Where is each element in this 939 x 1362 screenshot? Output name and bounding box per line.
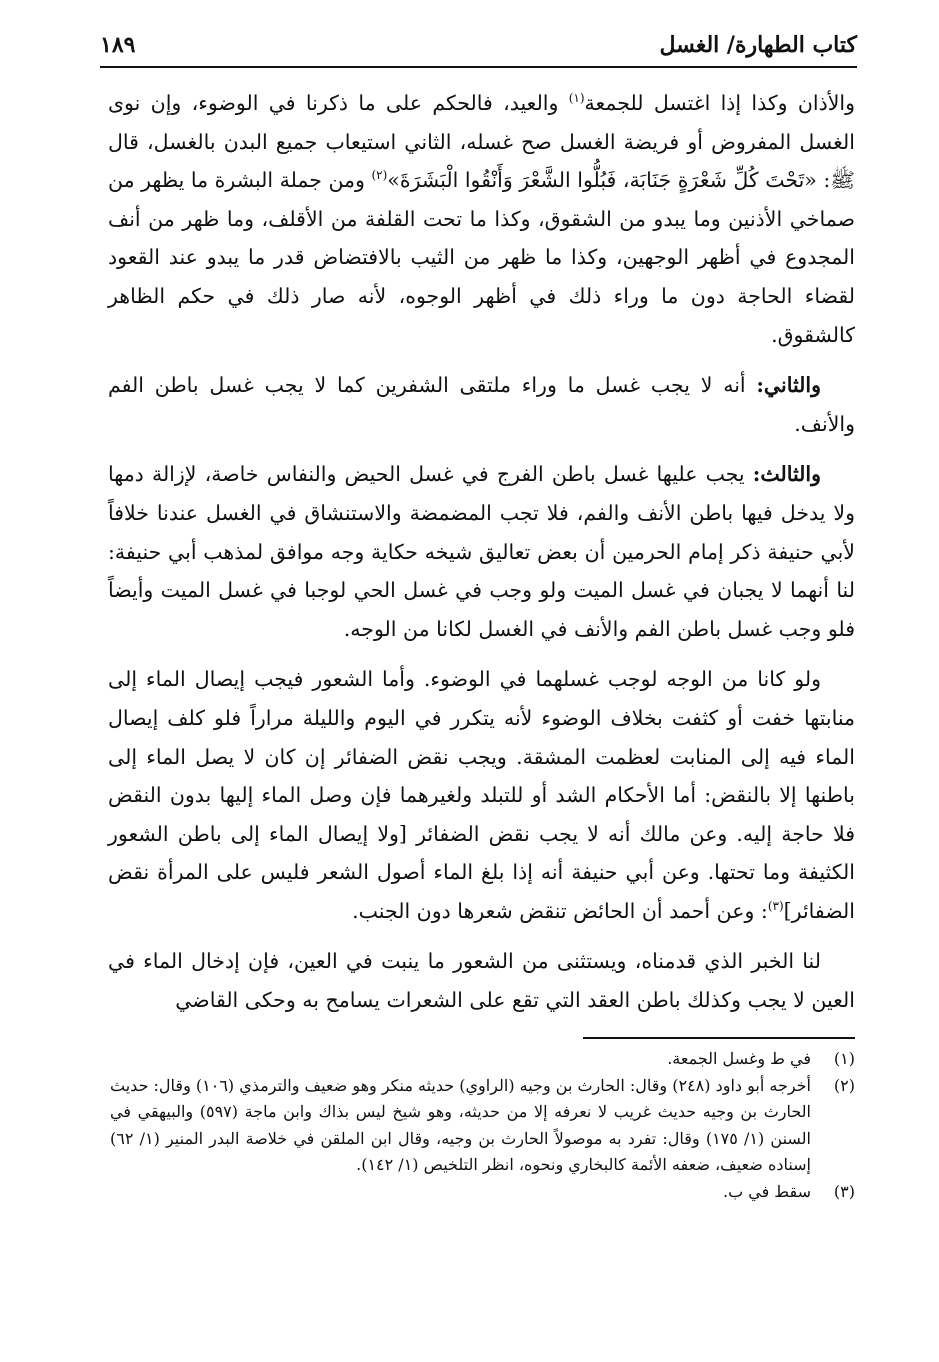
paragraph-1-text-b: والعيد، فالحكم على ما ذكرنا في الوضوء، وإن نوى الغسل المفروض أو فريضة الغسل صح غسله، الثاني استيعاب جميع البدن بالغسل، قال ﷺ: «تَحْتَ كُلِّ شَعْرَةٍ جَنَابَة، فَبُلُّوا الشَّعْرَ وَأَنْقُوا الْبَشَرَةَ» (108, 91, 856, 193)
header-rule (100, 66, 857, 68)
paragraph-2 (108, 366, 855, 443)
footnote-2-number: (٢) (833, 1075, 855, 1095)
running-title: كتاب الطهارة/ الغسل (659, 32, 857, 58)
footnote-rule (583, 1037, 855, 1039)
footnote-2-text: أخرجه أبو داود (٢٤٨) وقال: الحارث بن وجيه (الراوي) حديثه منكر وهو ضعيف والترمذي (١٠٦) وقال: حديث الحارث بن وجيه حديث غريب لا نعرفه إلا من حديثه، وهو شيخ ليس بذاك وابن ماجة (٥٩٧) والبيهقي في السنن (١/ ١٧٥) وقال: تفرد به موصولاً الحارث بن وجيه، وقال ابن الملقن في خلاصة البدر المنير (١/ ٦٢) إسناده ضعيف، ضعفه الأئمة كالبخاري ونحوه، انظر التلخيص (١/ ١٤٢). (110, 1075, 812, 1174)
footnotes (110, 1046, 855, 1205)
paragraph-3 (108, 455, 855, 648)
paragraph-1-text-a: والأذان وكذا إذا اغتسل للجمعة (584, 91, 855, 115)
paragraph-5 (108, 942, 855, 1019)
paragraph-1 (108, 84, 855, 354)
footnote-2 (110, 1073, 855, 1179)
paragraph-2-term: والثاني: (756, 373, 821, 398)
footnote-1-text: في ط وغسل الجمعة. (667, 1049, 811, 1068)
footnote-3 (110, 1179, 855, 1206)
main-text (108, 84, 855, 1032)
footnote-ref-1: (١) (568, 91, 585, 106)
footnote-1 (110, 1046, 855, 1073)
paragraph-4-text-b: : وعن أحمد أن الحائض تنقض شعرها دون الجنب. (352, 898, 768, 923)
footnote-ref-3: (٣) (767, 899, 784, 914)
paragraph-3-text: يجب عليها غسل باطن الفرج في غسل الحيض والنفاس خاصة، لإزالة دمها ولا يدخل فيها باطن الأنف والفم، فلا تجب المضمضة والاستنشاق في الغسل عندنا خلافاً لأبي حنيفة ذكر إمام الحرمين أن بعض تعاليق شيخه حكاية وجه موافق لمذهب أبي حنيفة: لنا أنهما لا يجبان في غسل الميت ولو وجب في غسل الحي لوجبا في غسل الميت وأيضاً فلو وجب غسل باطن الفم والأنف في الغسل لكانا من الوجه. (108, 462, 855, 641)
paragraph-4 (108, 660, 855, 930)
paragraph-4-text-a: ولو كانا من الوجه لوجب غسلهما في الوضوء. وأما الشعور فيجب إيصال الماء إلى منابتها خفت أو كثفت بخلاف الوضوء لأنه يتكرر في اليوم والليلة مراراً فلو كلف إيصال الماء فيه إلى المنابت لعظمت المشقة. ويجب نقض الضفائر إن كان لا يصل الماء إلى باطنها إلا بالنقض: أما الأحكام الشد أو للتبلد ولغيرهما فإن وصل الماء إليها بدون النقض فلا حاجة إليه. وعن مالك أنه لا يجب نقض الضفائر [ولا إيصال الماء إلى باطن الشعور الكثيفة وما تحتها. وعن أبي حنيفة أنه إذا بلغ الماء أصول الشعر فليس على المرأة نقض الضفائر] (108, 667, 855, 923)
page-number: ١٨٩ (100, 32, 136, 58)
paragraph-5-text: لنا الخبر الذي قدمناه، ويستثنى من الشعور ما ينبت في العين، فإن إدخال الماء في العين لا يجب وكذلك باطن العقد التي تقع على الشعرات يسامح به وحكى القاضي (108, 949, 855, 1013)
running-header (100, 22, 857, 62)
footnote-3-number: (٣) (833, 1181, 855, 1201)
footnote-3-text: سقط في ب. (723, 1181, 811, 1201)
paragraph-3-term: والثالث: (752, 462, 821, 487)
footnote-ref-2: (٢) (371, 168, 388, 183)
paragraph-1-text-c: ومن جملة البشرة ما يظهر من صماخي الأذنين وما يبدو من الشقوق، وكذا ما تحت القلفة من الأقلف، وما ظهر من أنف المجدوع في أظهر الوجهين، وكذا ما ظهر من الثيب بالافتضاض قدر ما يبدو عند القعود لقضاء الحاجة دون ما وراء ذلك في أظهر الوجوه، لأنه صار ذلك في حكم الظاهر كالشقوق. (108, 168, 855, 347)
paragraph-2-text: أنه لا يجب غسل ما وراء ملتقى الشفرين كما لا يجب غسل باطن الفم والأنف. (108, 373, 855, 436)
footnote-1-number: (١) (833, 1049, 855, 1068)
